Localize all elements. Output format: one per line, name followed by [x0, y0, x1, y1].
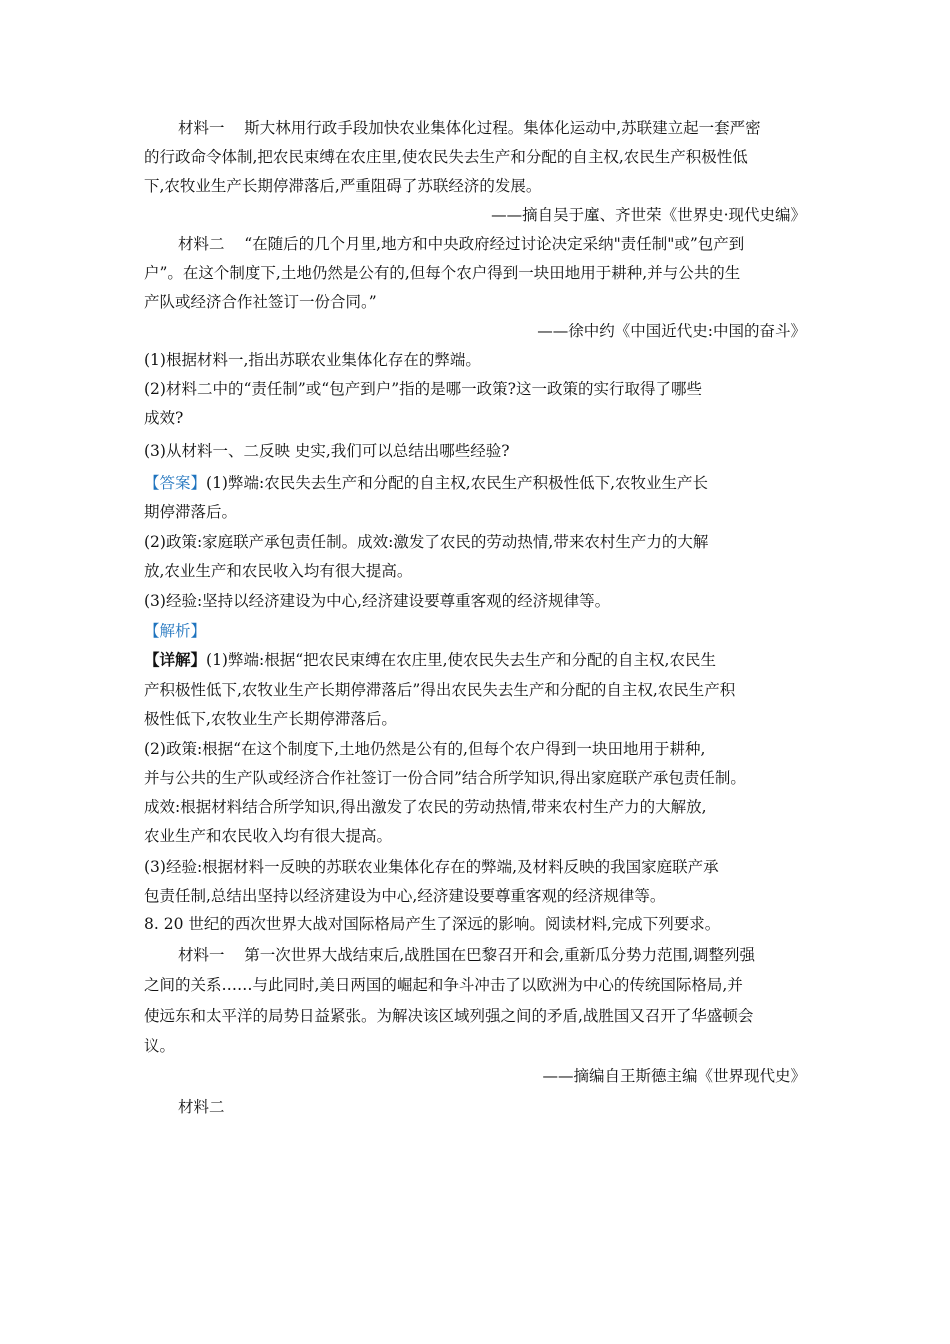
material2-line-2: 户”。在这个制度下,土地仍然是公有的,但每个农户得到一块田地用于耕种,并与公共的生: [144, 264, 741, 282]
material1-line-1: 材料一 斯大林用行政手段加快农业集体化过程。集体化运动中,苏联建立起一套严密: [178, 119, 761, 137]
analysis-line-7: 农业生产和农民收入均有很大提高。: [144, 827, 393, 845]
material1-title: 材料一: [178, 119, 225, 137]
material1-source: ——摘自吴于廑、齐世荣《世界史·现代史编》: [491, 206, 806, 224]
q8-material2-title: 材料二: [178, 1098, 225, 1116]
material2-line-1: 材料二 “在随后的几个月里,地方和中央政府经过讨论决定采纳"责任制"或”包产到: [178, 235, 745, 253]
material2-line-3: 产队或经济合作社签订一份合同。”: [144, 293, 377, 311]
analysis-line-5: 并与公共的生产队或经济合作社签订一份合同”结合所学知识,得出家庭联产承包责任制。: [144, 769, 746, 787]
q8-material1-line-1: 材料一 第一次世界大战结束后,战胜国在巴黎召开和会,重新瓜分势力范围,调整列强: [178, 946, 756, 964]
analysis-line-9: 包责任制,总结出坚持以经济建设为中心,经济建设要尊重客观的经济规律等。: [144, 887, 666, 905]
detail-tag: 【详解】: [144, 650, 207, 669]
analysis-line-2: 产积极性低下,农牧业生产长期停滞落后”得出农民失去生产和分配的自主权,农民生产积: [144, 681, 736, 699]
answer-line-4: 放,农业生产和农民收入均有很大提高。: [144, 562, 413, 580]
analysis-tag: 【解析】: [144, 622, 207, 640]
q8-material1-line-2: 之间的关系……与此同时,美日两国的崛起和争斗冲击了以欧洲为中心的传统国际格局,并: [144, 976, 743, 994]
answer-line-5: (3)经验:坚持以经济建设为中心,经济建设要尊重客观的经济规律等。: [144, 592, 611, 610]
analysis-line-3: 极性低下,农牧业生产长期停滞落后。: [144, 710, 397, 728]
material1-line-2: 的行政命令体制,把农民束缚在农庄里,使农民失去生产和分配的自主权,农民生产积极性低: [144, 148, 748, 166]
question-2-line-2: 成效?: [144, 409, 184, 427]
material2-source: ——徐中约《中国近代史:中国的奋斗》: [537, 322, 806, 340]
question-2-line-1: (2)材料二中的“责任制”或“包产到户”指的是哪一政策?这一政策的实行取得了哪些: [144, 380, 702, 398]
material2-title: 材料二: [178, 235, 225, 253]
answer-line-1: 【答案】(1)弊端:农民失去生产和分配的自主权,农民生产积极性低下,农牧业生产长: [144, 474, 709, 492]
q8-material1-title: 材料一: [178, 946, 225, 964]
material1-line-3: 下,农牧业生产长期停滞落后,严重阻碍了苏联经济的发展。: [144, 177, 542, 195]
analysis-line-1: 【详解】(1)弊端:根据“把农民束缚在农庄里,使农民失去生产和分配的自主权,农民生: [144, 650, 716, 669]
answer-line-2: 期停滞落后。: [144, 503, 238, 521]
analysis-line-6: 成效:根据材料结合所学知识,得出激发了农民的劳动热情,带来农村生产力的大解放,: [144, 798, 707, 816]
q8-material1-line-3: 使远东和太平洋的局势日益紧张。为解决该区域列强之间的矛盾,战胜国又召开了华盛顿会: [144, 1007, 754, 1025]
q8-material1-source: ——摘编自王斯德主编《世界现代史》: [542, 1067, 806, 1085]
q8-material1-line-4: 议。: [144, 1037, 176, 1055]
analysis-line-8: (3)经验:根据材料一反映的苏联农业集体化存在的弊端,及材料反映的我国家庭联产承: [144, 858, 719, 876]
answer-line-3: (2)政策:家庭联产承包责任制。成效:激发了农民的劳动热情,带来农村生产力的大解: [144, 533, 709, 551]
question-3: (3)从材料一、二反映 史实,我们可以总结出哪些经验?: [144, 442, 510, 460]
question-1: (1)根据材料一,指出苏联农业集体化存在的弊端。: [144, 351, 481, 369]
analysis-line-4: (2)政策:根据“在这个制度下,土地仍然是公有的,但每个农户得到一块田地用于耕种,: [144, 740, 706, 758]
question8-stem: 8. 20 世纪的西次世界大战对国际格局产生了深远的影响。阅读材料,完成下列要求。: [144, 915, 721, 933]
answer-tag: 【答案】: [144, 474, 207, 492]
